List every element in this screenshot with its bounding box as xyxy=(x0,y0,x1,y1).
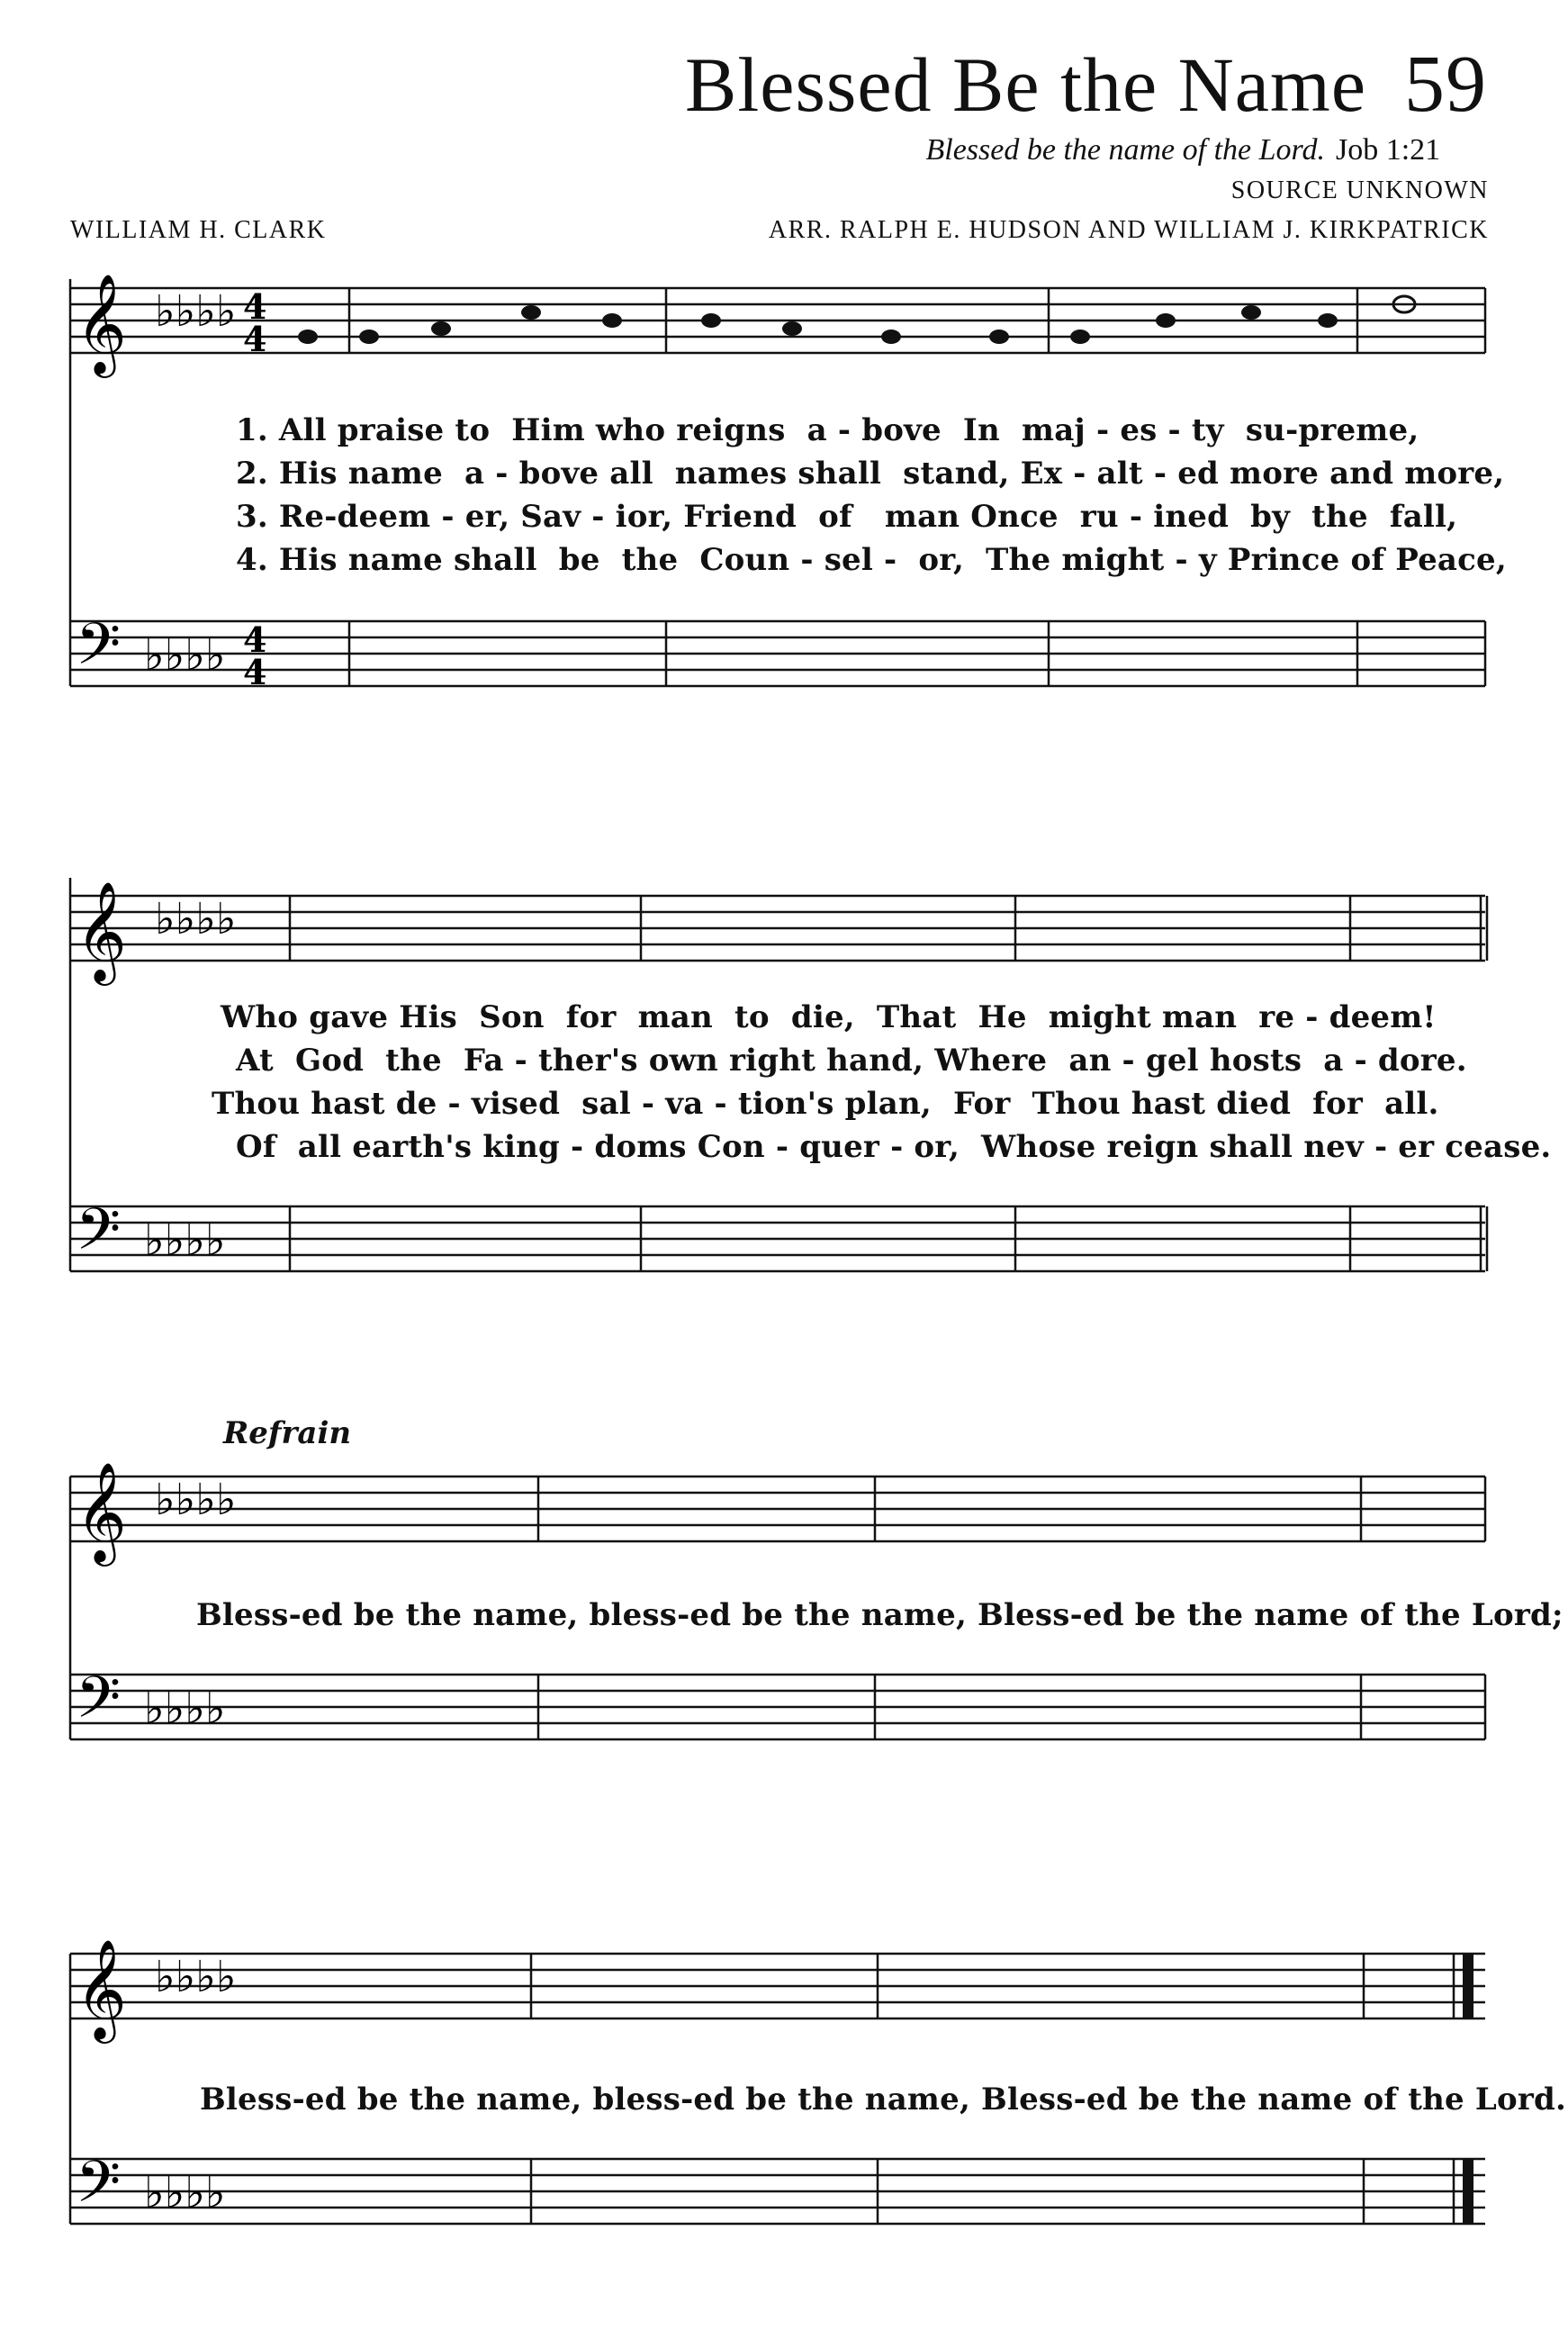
verse-3-line-2: Thou hast de - vised sal - va - tion's plan, For Thou hast died for all. xyxy=(212,1086,1439,1122)
time-signature-top: 4 xyxy=(243,619,267,660)
flat-signs-icon: ♭♭♭♭ xyxy=(144,1684,226,1734)
flat-signs-icon: ♭♭♭♭ xyxy=(144,2168,226,2218)
scripture-reference: Job 1:21 xyxy=(1336,133,1441,167)
verse-4-line-2: Of all earth's king - doms Con - quer - or, Whose reign shall nev - er cease. xyxy=(236,1129,1552,1165)
bass-clef-icon: 𝄢 xyxy=(76,1665,122,1746)
verse-2-line-2: At God the Fa - ther's own right hand, Where an - gel hosts a - dore. xyxy=(236,1043,1467,1079)
scripture-line xyxy=(925,133,1441,167)
refrain-line-1: Bless-ed be the name, bless-ed be the name, Bless-ed be the name of the Lord; xyxy=(196,1597,1563,1633)
flat-signs-icon: ♭♭♭♭ xyxy=(155,1475,237,1525)
treble-staff-refrain-1 xyxy=(0,1458,1568,1567)
bass-staff-system-2 xyxy=(0,1188,1568,1332)
title-text: Blessed Be the Name xyxy=(685,41,1366,128)
treble-clef-icon: 𝄞 xyxy=(76,1461,127,1562)
bass-staff-system-1 xyxy=(0,603,1568,747)
scripture-text: Blessed be the name of the Lord. xyxy=(925,133,1325,167)
flat-signs-icon: ♭♭♭♭ xyxy=(155,286,237,337)
refrain-line-2: Bless-ed be the name, bless-ed be the name, Bless-ed be the name of the Lord. xyxy=(200,2082,1567,2118)
treble-staff-system-2 xyxy=(0,878,1568,986)
verse-1-line-1: 1. All praise to Him who reigns a - bove In maj - es - ty su-preme, xyxy=(236,412,1419,448)
treble-clef-icon: 𝄞 xyxy=(76,273,127,374)
treble-clef-icon: 𝄞 xyxy=(76,881,127,981)
source-credit: SOURCE UNKNOWN xyxy=(1230,176,1489,204)
verse-2-line-1: 2. His name a - bove all names shall stand, Ex - alt - ed more and more, xyxy=(236,456,1505,492)
bass-staff-refrain-2 xyxy=(0,2141,1568,2285)
flat-signs-icon: ♭♭♭♭ xyxy=(144,630,226,681)
flat-signs-icon: ♭♭♭♭ xyxy=(155,894,237,944)
treble-staff-refrain-2 xyxy=(0,1936,1568,2044)
verse-1-line-2: Who gave His Son for man to die, That He might man re - deem! xyxy=(221,999,1437,1035)
refrain-label: Refrain xyxy=(223,1415,352,1451)
time-signature-bottom: 4 xyxy=(243,319,267,359)
treble-staff-system-1 xyxy=(0,270,1568,378)
bass-staff-refrain-1 xyxy=(0,1657,1568,1801)
treble-clef-icon: 𝄞 xyxy=(76,1938,127,2039)
verse-3-line-1: 3. Re-deem - er, Sav - ior, Friend of man Once ru - ined by the fall, xyxy=(236,499,1458,535)
hymn-title xyxy=(685,38,1487,131)
flat-signs-icon: ♭♭♭♭ xyxy=(155,1952,237,2002)
verse-4-line-1: 4. His name shall be the Coun - sel - or, The might - y Prince of Peace, xyxy=(236,542,1507,578)
author-credit: WILLIAM H. CLARK xyxy=(70,216,327,244)
time-signature-bottom: 4 xyxy=(243,652,267,692)
bass-clef-icon: 𝄢 xyxy=(76,611,122,692)
arranger-credit: ARR. RALPH E. HUDSON AND WILLIAM J. KIRKPATRICK xyxy=(768,216,1489,244)
hymn-number: 59 xyxy=(1404,40,1487,129)
bass-clef-icon: 𝄢 xyxy=(76,2149,122,2230)
bass-clef-icon: 𝄢 xyxy=(76,1197,122,1278)
time-signature-top: 4 xyxy=(243,286,267,327)
flat-signs-icon: ♭♭♭♭ xyxy=(144,1215,226,1266)
